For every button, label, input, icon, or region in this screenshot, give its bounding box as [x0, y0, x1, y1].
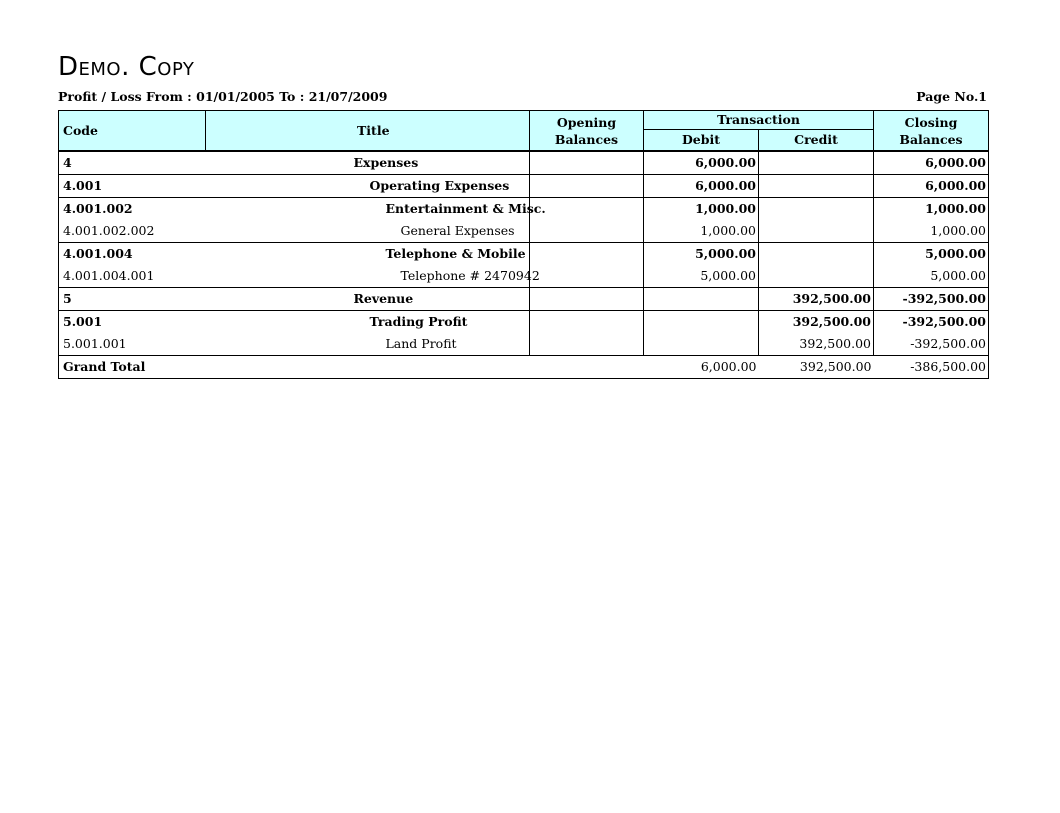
- row-opening: [530, 243, 644, 266]
- page-number: Page No.1: [916, 89, 987, 104]
- row-credit: [759, 243, 874, 266]
- table-row: [59, 198, 989, 221]
- row-title: Expenses: [206, 151, 530, 175]
- row-opening: [530, 220, 644, 243]
- row-code: 4: [59, 151, 206, 175]
- row-code: 5.001: [59, 311, 206, 334]
- row-title: Land Profit: [385, 336, 457, 351]
- row-opening: [530, 175, 644, 198]
- row-opening: [530, 311, 644, 334]
- row-opening: [530, 151, 644, 175]
- header-closing-balances: [874, 111, 989, 152]
- row-opening: [530, 333, 644, 356]
- table-row: [59, 220, 989, 243]
- row-opening: [530, 265, 644, 288]
- header-code: Code: [59, 111, 206, 152]
- row-credit: 392,500.00: [759, 311, 874, 334]
- row-debit: 5,000.00: [644, 265, 759, 288]
- row-title: General Expenses: [400, 223, 515, 238]
- header-title: Title: [206, 111, 530, 152]
- row-code: 4.001.002: [59, 198, 206, 221]
- row-debit: [644, 333, 759, 356]
- row-title: Operating Expenses: [206, 175, 530, 198]
- row-debit: [644, 288, 759, 311]
- report-period: Profit / Loss From : 01/01/2005 To : 21/07/2009: [58, 89, 388, 104]
- grand-total-closing: -386,500.00: [874, 356, 989, 379]
- table-row: [59, 288, 989, 311]
- row-closing: 5,000.00: [874, 243, 989, 266]
- row-title: Revenue: [206, 288, 530, 311]
- header-opening-balances: [530, 111, 644, 152]
- grand-total-debit: 6,000.00: [644, 356, 759, 379]
- row-code: 4.001.004: [59, 243, 206, 266]
- row-debit: 6,000.00: [644, 151, 759, 175]
- row-credit: 392,500.00: [759, 288, 874, 311]
- table-row: [59, 265, 989, 288]
- row-closing: 1,000.00: [874, 198, 989, 221]
- row-code: 4.001.004.001: [59, 265, 206, 288]
- row-closing: 6,000.00: [874, 151, 989, 175]
- row-closing: 1,000.00: [874, 220, 989, 243]
- header-closing-label: Closing Balances: [899, 114, 963, 147]
- table-row: [59, 311, 989, 334]
- row-credit: 392,500.00: [759, 333, 874, 356]
- row-credit: [759, 151, 874, 175]
- row-credit: [759, 220, 874, 243]
- report-title: Demo. Copy: [58, 52, 195, 82]
- row-code: 5.001.001: [59, 333, 206, 356]
- row-code: 4.001: [59, 175, 206, 198]
- row-debit: 5,000.00: [644, 243, 759, 266]
- row-code: 4.001.002.002: [59, 220, 206, 243]
- row-opening: [530, 198, 644, 221]
- row-debit: 1,000.00: [644, 198, 759, 221]
- row-closing: 5,000.00: [874, 265, 989, 288]
- grand-total-label: Grand Total: [59, 356, 206, 379]
- row-credit: [759, 175, 874, 198]
- grand-total-credit: 392,500.00: [759, 356, 874, 379]
- table-header: [59, 111, 989, 152]
- row-credit: [759, 198, 874, 221]
- table-row: [59, 151, 989, 175]
- grand-total-opening: [530, 356, 644, 379]
- row-title: Telephone & Mobile: [206, 243, 530, 266]
- table-row: [59, 333, 989, 356]
- row-debit: [644, 311, 759, 334]
- header-opening-label: Opening Balances: [554, 114, 619, 147]
- row-code: 5: [59, 288, 206, 311]
- row-credit: [759, 265, 874, 288]
- row-closing: 6,000.00: [874, 175, 989, 198]
- header-transaction: Transaction: [644, 111, 874, 130]
- row-title: Trading Profit: [206, 311, 530, 334]
- row-title: Entertainment & Misc.: [206, 198, 530, 221]
- table-row: [59, 243, 989, 266]
- profit-loss-table: [58, 110, 989, 379]
- grand-total-title-spacer: [206, 356, 530, 379]
- table-row: [59, 175, 989, 198]
- row-closing: -392,500.00: [874, 333, 989, 356]
- row-closing: -392,500.00: [874, 311, 989, 334]
- row-closing: -392,500.00: [874, 288, 989, 311]
- header-credit: Credit: [759, 130, 874, 152]
- row-debit: 6,000.00: [644, 175, 759, 198]
- header-debit: Debit: [644, 130, 759, 152]
- row-title: Telephone # 2470942: [400, 268, 540, 283]
- row-debit: 1,000.00: [644, 220, 759, 243]
- row-opening: [530, 288, 644, 311]
- table-body: [59, 151, 989, 379]
- grand-total-row: [59, 356, 989, 379]
